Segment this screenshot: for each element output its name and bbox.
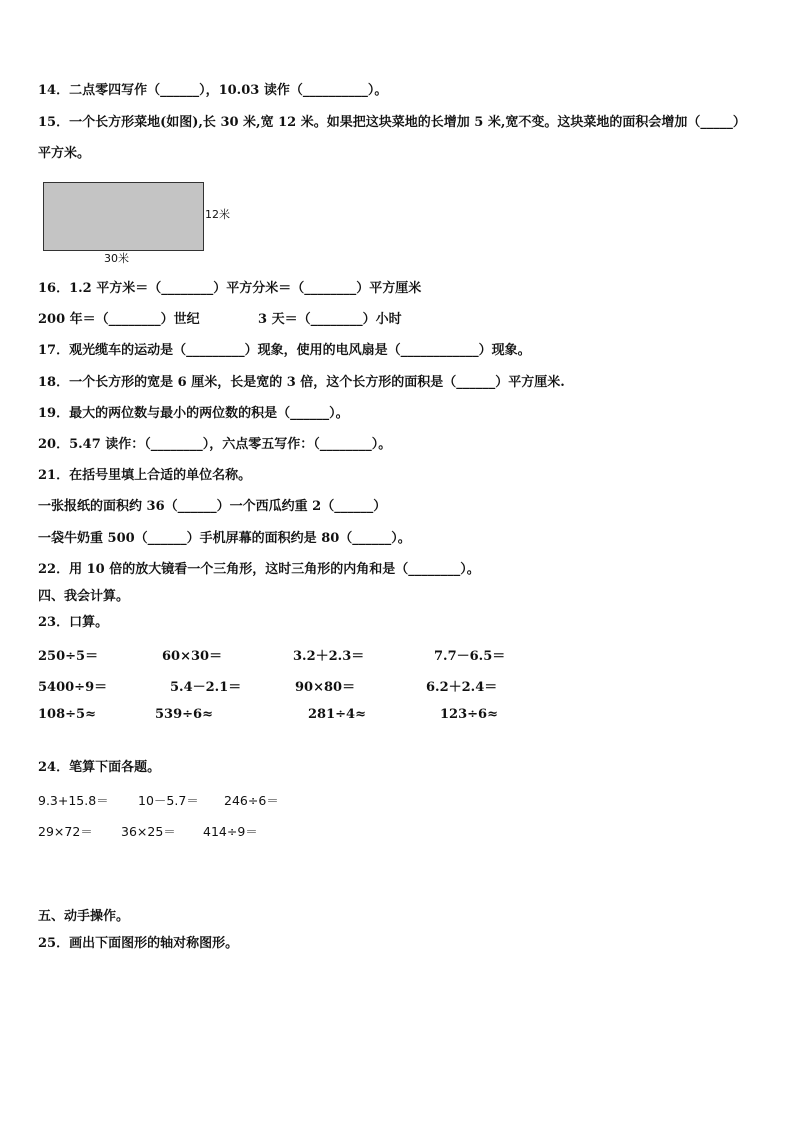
oral-calc-item: 108÷5≈ <box>38 707 96 722</box>
section-4-title: 四、我会计算。 <box>38 589 130 604</box>
question-20: 20．5.47 读作：（________），六点零五写作：（________）。 <box>38 437 392 452</box>
oral-calc-item: 250÷5＝ <box>38 649 99 664</box>
oral-calc-item: 5.4－2.1＝ <box>170 680 242 695</box>
written-calc-item: 9.3+15.8＝ <box>38 793 109 808</box>
oral-calc-item: 60×30＝ <box>162 649 223 664</box>
section-5-title: 五、动手操作。 <box>38 909 130 924</box>
vegetable-field-rectangle <box>43 182 204 251</box>
question-24: 24．笔算下面各题。 <box>38 760 161 775</box>
oral-calc-item: 123÷6≈ <box>440 707 498 722</box>
written-calc-item: 36×25＝ <box>121 824 176 839</box>
written-calc-item: 246÷6＝ <box>224 793 279 808</box>
question-25: 25．画出下面图形的轴对称图形。 <box>38 936 239 951</box>
question-17: 17．观光缆车的运动是（_________）现象，使用的电风扇是（____________）现象。 <box>38 343 531 358</box>
question-15-line1: 15．一个长方形菜地(如图),长 30 米,宽 12 米。如果把这块菜地的长增加 5 米,宽不变。这块菜地的面积会增加（_____） <box>38 115 746 130</box>
question-19: 19．最大的两位数与最小的两位数的积是（______）。 <box>38 406 349 421</box>
oral-calc-item: 90×80＝ <box>295 680 356 695</box>
question-14: 14．二点零四写作（______），10.03 读作（__________）。 <box>38 83 388 98</box>
question-23: 23．口算。 <box>38 615 109 630</box>
oral-calc-item: 539÷6≈ <box>155 707 213 722</box>
length-label: 30米 <box>104 252 129 265</box>
oral-calc-item: 7.7－6.5＝ <box>434 649 506 664</box>
width-label: 12米 <box>205 208 230 221</box>
question-21: 21．在括号里填上合适的单位名称。 <box>38 468 252 483</box>
question-21-line2: 一张报纸的面积约 36（______）一个西瓜约重 2（______） <box>38 499 387 514</box>
question-22: 22．用 10 倍的放大镜看一个三角形，这时三角形的内角和是（________）。 <box>38 562 480 577</box>
oral-calc-item: 5400÷9＝ <box>38 680 108 695</box>
written-calc-item: 10－5.7＝ <box>138 793 199 808</box>
question-16-line2a: 200 年＝（________）世纪 <box>38 312 200 327</box>
oral-calc-item: 281÷4≈ <box>308 707 366 722</box>
question-16-line2b: 3 天＝（________）小时 <box>258 312 402 327</box>
question-18: 18．一个长方形的宽是 6 厘米，长是宽的 3 倍，这个长方形的面积是（______）平方厘米. <box>38 375 565 390</box>
question-21-line3: 一袋牛奶重 500（______）手机屏幕的面积约是 80（______）。 <box>38 531 411 546</box>
oral-calc-item: 6.2＋2.4＝ <box>426 680 498 695</box>
question-15-line2: 平方米。 <box>38 146 91 161</box>
written-calc-item: 414÷9＝ <box>203 824 258 839</box>
question-16-line1: 16．1.2 平方米＝（________）平方分米＝（________）平方厘米 <box>38 281 422 296</box>
oral-calc-item: 3.2＋2.3＝ <box>293 649 365 664</box>
written-calc-item: 29×72＝ <box>38 824 93 839</box>
